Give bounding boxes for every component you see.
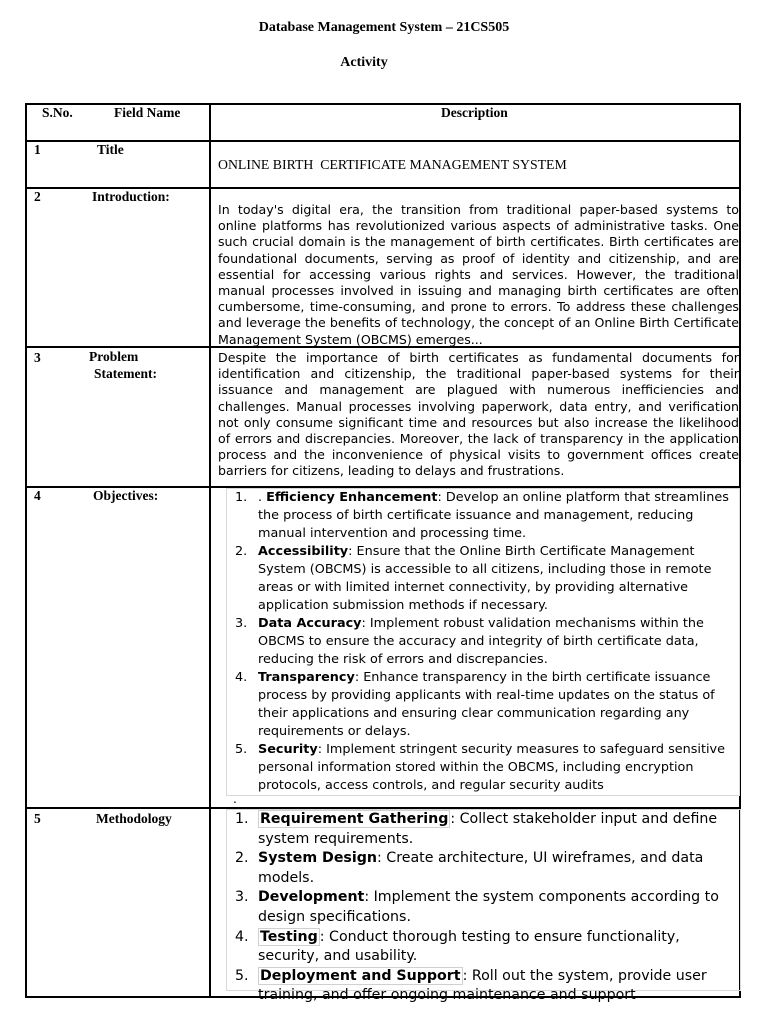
- objective-item: [226, 615, 736, 669]
- objective-text: : Ensure that the Online Birth Certificate Management System (OBCMS) is accessible to all citizens, including those in remote areas or with limited internet connectivity, by providing alternative application submission methods if necessary.: [258, 544, 712, 613]
- problem-statement-text: Despite the importance of birth certificates as fundamental documents for identification and citizenship, the traditional paper-based systems for their issuance and management are plagued with numerous inefficiencies and challenges. Manual processes involving paperwork, data entry, and verification not only consume significant time and resources but also increase the likelihood of errors and discrepancies. Moreover, the lack of transparency in the application process and the inconvenience of physical visits to government offices create barriers for citizens, leading to delays and frustrations.: [218, 350, 739, 479]
- methodology-item: [226, 967, 738, 1006]
- methodology-text: : Collect stakeholder input and define system requirements.: [258, 811, 718, 847]
- methodology-list: [226, 810, 738, 1006]
- column-header-description: Description: [441, 105, 508, 120]
- row-2-sno: 2: [34, 189, 41, 204]
- table-border-header: [25, 140, 741, 142]
- row-5-field: Methodology: [96, 811, 172, 826]
- methodology-number: 2.: [235, 850, 249, 867]
- methodology-term: Development: [258, 889, 365, 906]
- row-3-field-line2: Statement:: [94, 366, 157, 381]
- objective-number: 2.: [235, 544, 248, 559]
- methodology-term: Testing: [260, 928, 318, 945]
- methodology-number: 4.: [235, 928, 249, 945]
- methodology-item: [226, 928, 738, 967]
- row-5-sno: 5: [34, 811, 41, 826]
- methodology-text: : Conduct thorough testing to ensure functionality, security, and usability.: [258, 928, 680, 965]
- objective-text: : Develop an online platform that streamlines the process of birth certificate issuance and management, reducing manual intervention and processing time.: [258, 490, 729, 541]
- row-1-sno: 1: [34, 142, 41, 157]
- objective-term: Accessibility: [258, 544, 349, 559]
- methodology-term: Requirement Gathering: [260, 811, 449, 827]
- objective-prefix: .: [258, 490, 267, 505]
- methodology-term: Deployment and Support: [260, 967, 461, 984]
- objective-text: : Enhance transparency in the birth certificate issuance process by providing applicants with real-time updates on the status of their applications and ensuring clear communication regarding any requirements or delays.: [258, 670, 715, 739]
- objective-number: 4.: [235, 670, 248, 685]
- objective-item: [226, 543, 736, 615]
- methodology-item: [226, 888, 738, 927]
- methodology-number: 5.: [235, 967, 249, 984]
- methodology-item: [226, 849, 738, 888]
- methodology-text: : Create architecture, UI wireframes, and data models.: [258, 850, 704, 886]
- column-header-sno: S.No.: [42, 105, 73, 120]
- title-value: ONLINE BIRTH CERTIFICATE MANAGEMENT SYSTEM: [218, 157, 567, 172]
- objective-term: Efficiency Enhancement: [266, 490, 438, 505]
- objective-item: [226, 669, 736, 741]
- methodology-text: : Roll out the system, provide user training, and offer ongoing maintenance and support: [258, 967, 707, 1004]
- row-4-field: Objectives:: [93, 488, 159, 503]
- objective-term: Security: [258, 742, 318, 757]
- methodology-term: System Design: [258, 850, 378, 867]
- objective-item: [226, 489, 736, 543]
- introduction-text: In today's digital era, the transition from traditional paper-based systems to online platforms has revolutionized various aspects of administrative tasks. One such crucial domain is the management of birth certificates. Birth certificates are foundational documents, serving as proof of identity and citizenship, and are essential for accessing various rights and services. However, the traditional manual processes involved in issuing and managing birth certificates are often cumbersome, time-consuming, and prone to errors. To address these challenges and leverage the benefits of technology, the concept of an Online Birth Certificate Management System (OBCMS) emerges...: [218, 202, 739, 347]
- row-2-field: Introduction:: [92, 189, 170, 204]
- row-3-field-line1: Problem: [89, 349, 139, 364]
- objective-number: 1.: [235, 490, 248, 505]
- table-border-col2: [209, 103, 211, 998]
- column-header-field: Field Name: [114, 105, 181, 120]
- row-3-sno: 3: [34, 350, 41, 365]
- methodology-text: : Implement the system components according to design specifications.: [258, 889, 719, 925]
- objective-number: 5.: [235, 742, 248, 757]
- methodology-number: 3.: [235, 889, 249, 906]
- objective-item: [226, 741, 736, 795]
- table-border-left: [25, 103, 27, 998]
- course-heading: Database Management System – 21CS505: [258, 20, 510, 35]
- methodology-item: [226, 810, 738, 849]
- objective-text: : Implement stringent security measures to safeguard sensitive personal information stored within the OBCMS, including encryption protocols, access controls, and regular security audits: [258, 742, 725, 793]
- objective-term: Data Accuracy: [258, 616, 362, 631]
- methodology-number: 1.: [235, 811, 249, 827]
- activity-heading: Activity: [340, 55, 388, 70]
- objectives-list: [226, 489, 736, 795]
- objectives-trailing-dot: .: [233, 792, 237, 806]
- objective-number: 3.: [235, 616, 248, 631]
- objective-term: Transparency: [258, 670, 355, 685]
- objective-text: : Implement robust validation mechanisms within the OBCMS to ensure the accuracy and integrity of birth certificate data, reducing the risk of errors and discrepancies.: [258, 616, 704, 667]
- row-4-sno: 4: [34, 488, 41, 503]
- row-1-field: Title: [97, 142, 124, 157]
